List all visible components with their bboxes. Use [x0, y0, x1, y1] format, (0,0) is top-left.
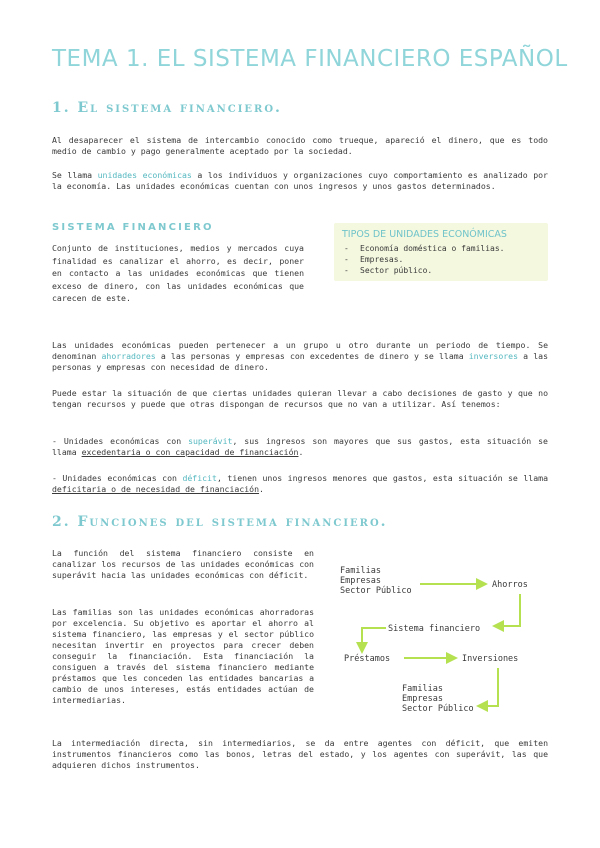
text: , sus ingresos son mayores que sus gastos, esta situación se llama	[52, 436, 548, 457]
text: a los individuos y organizaciones cuyo comportamiento es analizado por la economía. Las unidades económicas cuentan con unos ingresos y unos gastos determinados.	[52, 170, 548, 191]
text: - Unidades económicas con	[52, 473, 183, 483]
diagram-prestamos: Préstamos	[344, 654, 391, 664]
paragraph-familias: Las familias son las unidades económicas ahorradoras por excelencia. Su objetivo es aportar el ahorro al sistema financiero, las empresas y el sector público necesitan invertir en proyectos para crecer deben conseguir la financiación. Esta financiación la consiguen a través del sistema financiero mediante préstamos que les conceden las entidades bancarias a cambio de unos intereses, estás entidades actúan de intermediarias.	[52, 607, 314, 705]
agent-familias: Familias	[340, 566, 381, 576]
arrow-ahorros-to-sistema	[494, 594, 520, 626]
section-1-heading: 1. El sistema financiero.	[52, 100, 282, 116]
arrow-inversiones-to-agents	[478, 668, 498, 706]
page-title: TEMA 1. EL SISTEMA FINANCIERO ESPAÑOL	[52, 46, 568, 72]
arrow-sistema-to-prestamos	[362, 628, 386, 652]
list-item: - Sector público.	[344, 266, 433, 275]
list-item-text: Empresas.	[360, 255, 404, 264]
diagram-ahorros: Ahorros	[492, 580, 528, 590]
agent-sector-publico: Sector Público	[402, 704, 474, 714]
paragraph-trueque: Al desaparecer el sistema de intercambio conocido como trueque, apareció el dinero, que es todo medio de cambio y pago generalmente aceptado por la sociedad.	[52, 135, 548, 156]
text: Las unidades económicas pueden pertenecer a un grupo u otro durante un periodo de tiempo. Se denominan	[52, 340, 548, 361]
text: .	[259, 484, 264, 494]
box-title: TIPOS DE UNIDADES ECONÓMICAS	[342, 229, 507, 240]
agent-sector-publico: Sector Público	[340, 586, 412, 596]
list-item: - Economía doméstica o familias.	[344, 244, 505, 253]
highlight-deficit: déficit	[182, 473, 217, 483]
text: , tienen unos ingresos menores que gastos, esta situación se llama	[216, 473, 548, 483]
highlight-inversores: inversores	[468, 351, 519, 361]
text: .	[298, 447, 304, 457]
agent-empresas: Empresas	[402, 694, 443, 704]
diagram-inversiones: Inversiones	[462, 654, 519, 664]
highlight-superavit: superávit	[188, 436, 233, 446]
list-item-text: Sector público.	[360, 266, 433, 275]
text: a las personas y empresas con necesidad de dinero.	[52, 351, 549, 372]
highlight-unidades: unidades económicas	[97, 170, 192, 180]
text: Se llama	[52, 170, 98, 180]
sistema-financiero-definition: Conjunto de instituciones, medios y mercados cuya finalidad es canalizar el ahorro, es decir, poner en contacto a las unidades económicas que tienen exceso de dinero, con las unidades económicas que carecen de este.	[52, 243, 304, 304]
underlined-deficitaria: deficitaria o de necesidad de financiación	[52, 484, 260, 494]
paragraph-intermediacion-directa: La intermediación directa, sin intermediarios, se da entre agentes con déficit, que emiten instrumentos financieros como las bonos, letras del estado, y los agentes con superávit, las que adquieren dichos instrumentos.	[52, 738, 548, 770]
diagram-sistema-financiero: Sistema financiero	[388, 624, 481, 634]
text: - Unidades económicas con	[52, 436, 189, 446]
agent-familias: Familias	[402, 684, 443, 694]
list-item-text: Economía doméstica o familias.	[360, 244, 505, 253]
highlight-ahorradores: ahorradores	[101, 351, 156, 361]
subheading-sistema-financiero: SISTEMA FINANCIERO	[52, 222, 214, 233]
text: a las personas y empresas con excedentes de dinero y se llama	[155, 351, 469, 361]
underlined-excedentaria: excedentaria o con capacidad de financiación	[81, 447, 299, 457]
paragraph-situacion: Puede estar la situación de que ciertas unidades quieran llevar a cabo decisiones de gasto y que no tengan recursos y puede que otras dispongan de recursos que no van a utilizar. Así tenemos:	[52, 388, 548, 409]
list-item: - Empresas.	[344, 255, 404, 264]
section-2-heading: 2. Funciones del sistema financiero.	[52, 514, 388, 530]
paragraph-funcion: La función del sistema financiero consiste en canalizar los recursos de las unidades económicas con superávit hacia las unidades económicas con déficit.	[52, 548, 314, 580]
agent-empresas: Empresas	[340, 576, 381, 586]
